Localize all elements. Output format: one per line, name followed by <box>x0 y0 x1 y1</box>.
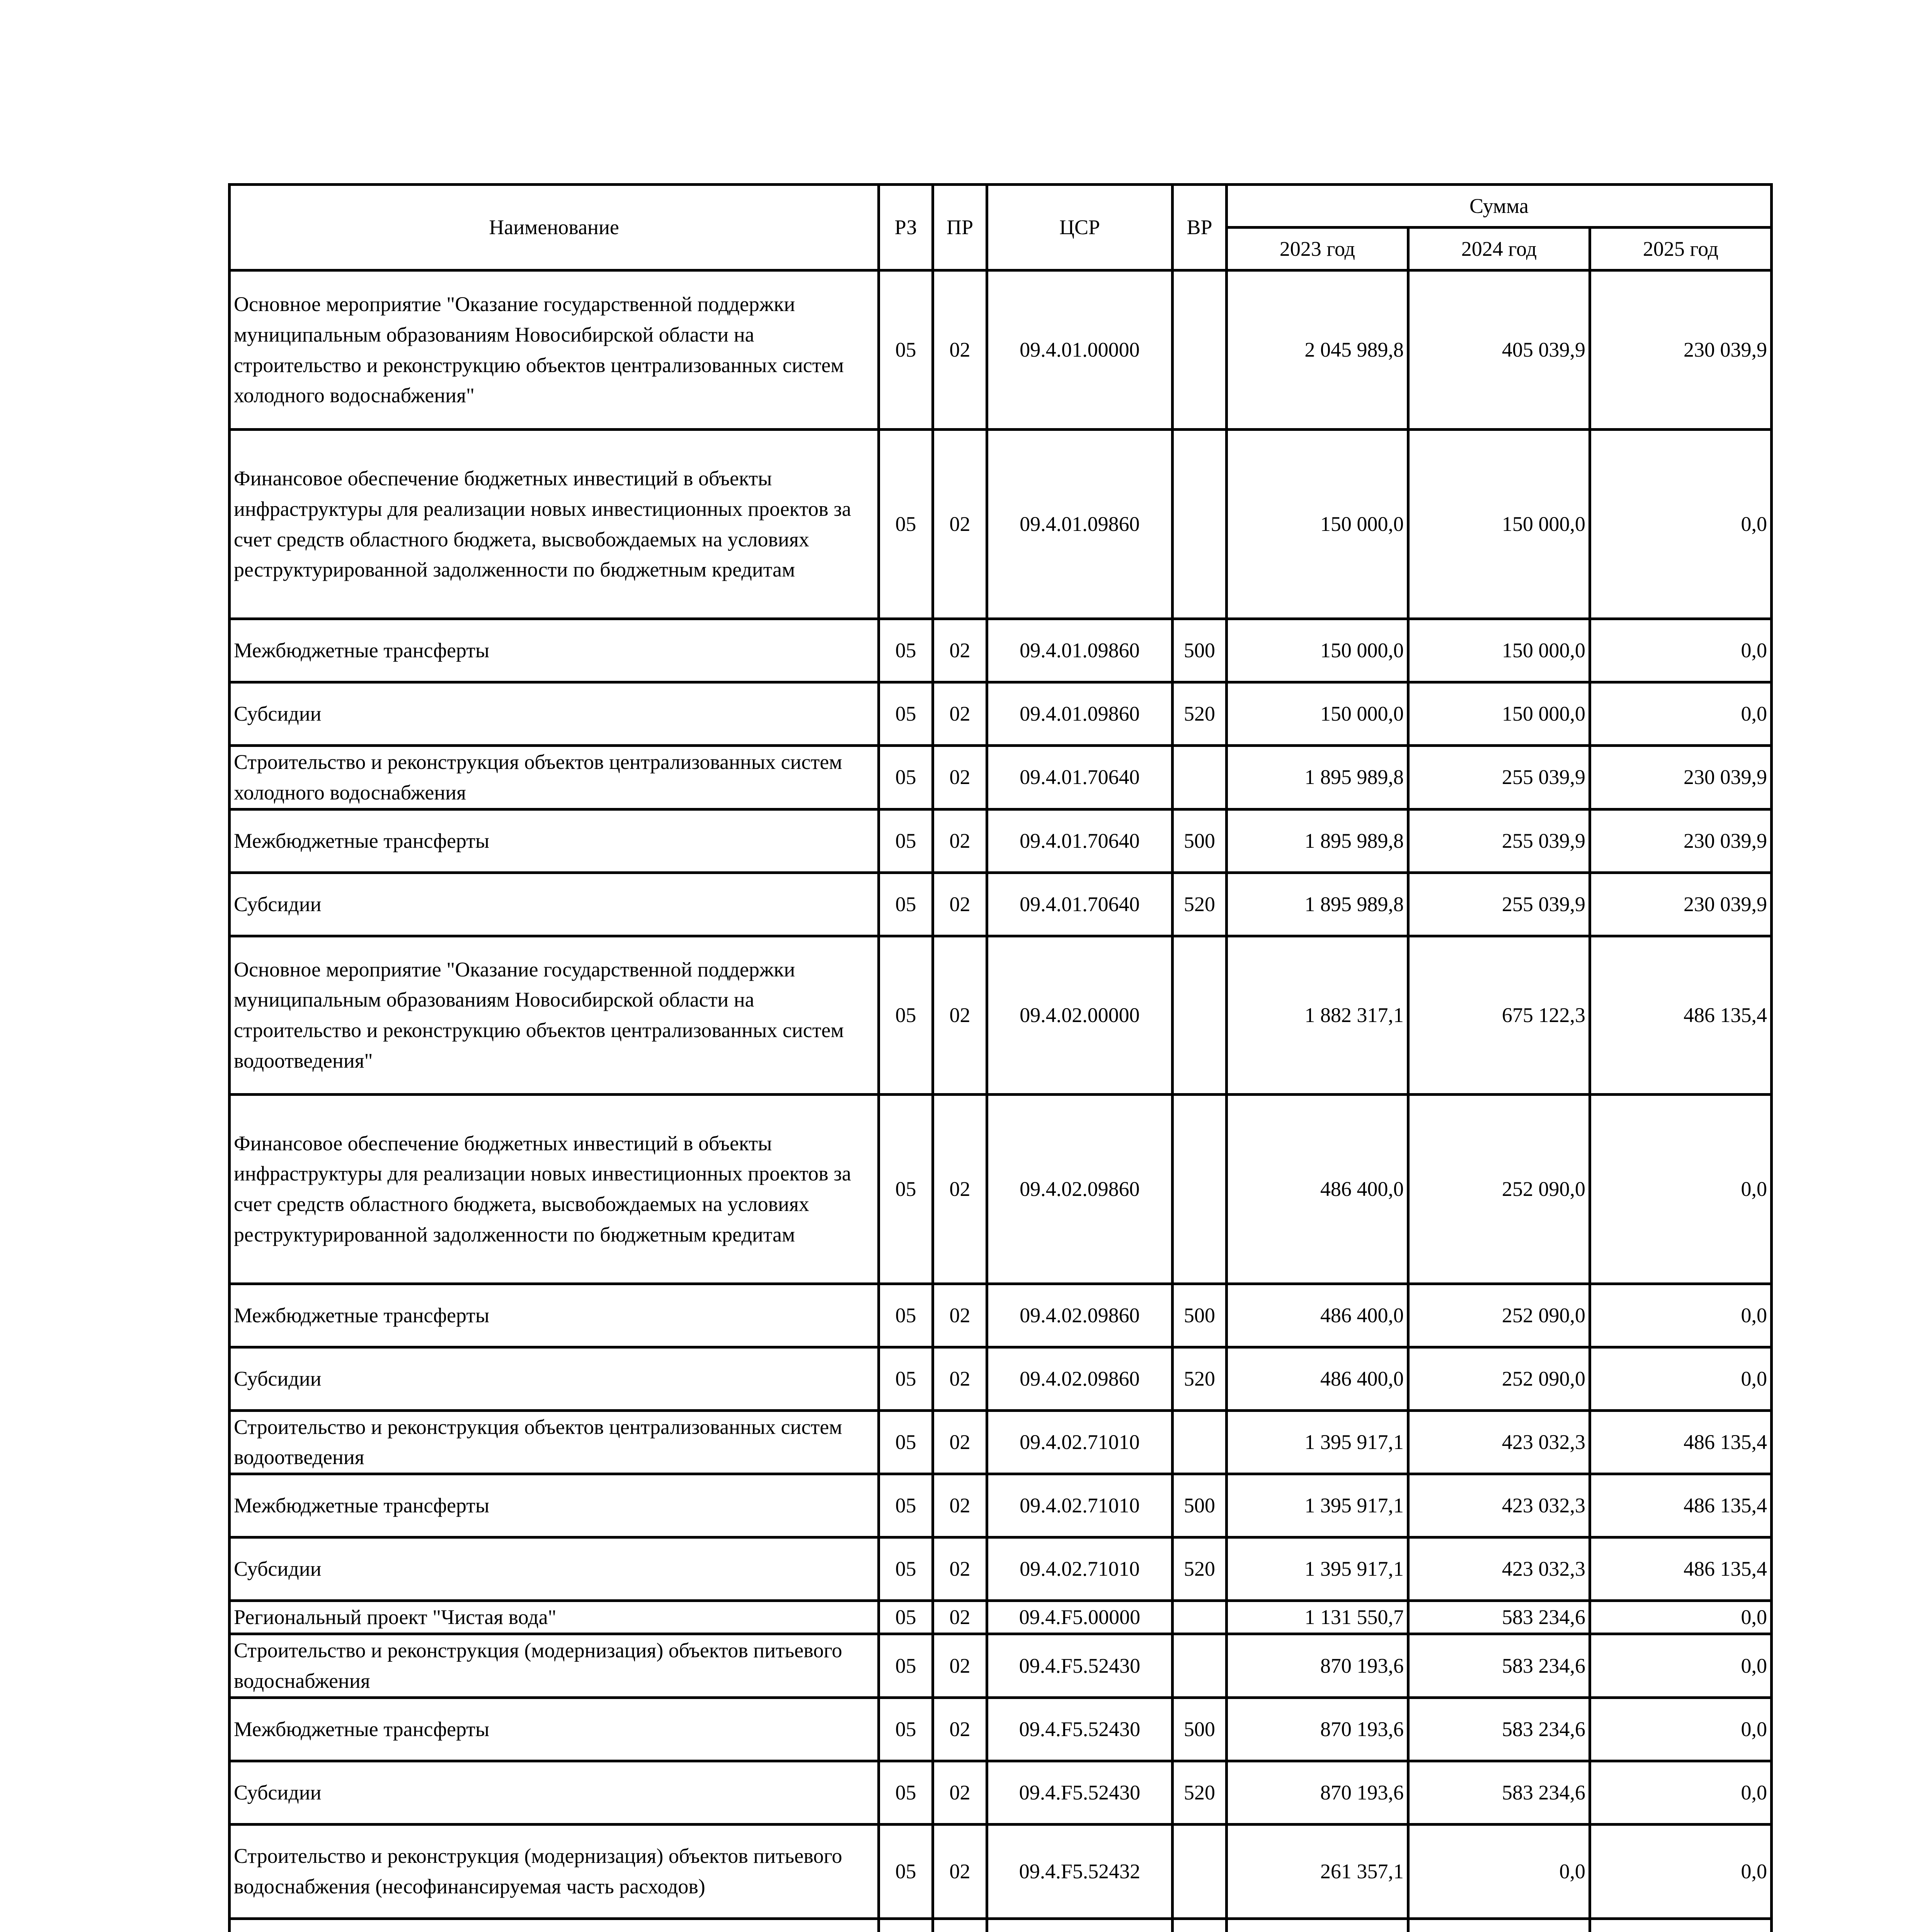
cell-pr: 02 <box>933 619 987 682</box>
cell-rz: 05 <box>879 1634 933 1698</box>
cell-csr: 09.4.01.00000 <box>987 270 1173 430</box>
cell-csr: 09.4.02.71010 <box>987 1410 1173 1474</box>
cell-2023: 2 045 989,8 <box>1227 270 1408 430</box>
cell-rz: 05 <box>879 1824 933 1918</box>
cell-csr: 09.4.F5.52432 <box>987 1824 1173 1918</box>
cell-2025: 0,0 <box>1590 1634 1772 1698</box>
cell-pr: 02 <box>933 1601 987 1634</box>
cell-csr: 09.4.02.00000 <box>987 936 1173 1094</box>
budget-table <box>228 183 1773 1932</box>
cell-name: Межбюджетные трансферты <box>230 1697 879 1761</box>
cell-name: Межбюджетные трансферты <box>230 809 879 872</box>
cell-2024: 0,0 <box>1408 1824 1590 1918</box>
cell-2025: 486 135,4 <box>1590 1537 1772 1601</box>
header-2024: 2024 год <box>1408 228 1590 270</box>
cell-2025: 0,0 <box>1590 1284 1772 1347</box>
cell-name: Межбюджетные трансферты <box>230 1284 879 1347</box>
cell-2024: 405 039,9 <box>1408 270 1590 430</box>
table-row <box>230 1537 1772 1601</box>
cell-2024: 252 090,0 <box>1408 1347 1590 1410</box>
cell-2023: 1 395 917,1 <box>1227 1474 1408 1537</box>
cell-rz: 05 <box>879 1284 933 1347</box>
cell-name: Межбюджетные трансферты <box>230 619 879 682</box>
cell-pr: 02 <box>933 430 987 619</box>
cell-2024: 150 000,0 <box>1408 619 1590 682</box>
cell-csr: 09.4.01.09860 <box>987 430 1173 619</box>
cell-name: Строительство и реконструкция (модернизация) объектов питьевого водоснабжения <box>230 1634 879 1698</box>
cell-csr: 09.4.02.71010 <box>987 1537 1173 1601</box>
cell-vr <box>1173 270 1227 430</box>
cell-csr: 09.4.01.70640 <box>987 746 1173 810</box>
cell-2023: 1 395 917,1 <box>1227 1410 1408 1474</box>
cell-name: Субсидии <box>230 682 879 746</box>
header-csr: ЦСР <box>987 185 1173 270</box>
header-vr: ВР <box>1173 185 1227 270</box>
cell-2023: 486 400,0 <box>1227 1094 1408 1284</box>
cell-2024: 255 039,9 <box>1408 872 1590 936</box>
budget-table-container <box>228 183 1770 1932</box>
cell-vr: 520 <box>1173 1537 1227 1601</box>
table-row <box>230 936 1772 1094</box>
cell-name: Субсидии <box>230 872 879 936</box>
cell-csr: 09.4.02.09860 <box>987 1284 1173 1347</box>
cell-pr: 02 <box>933 746 987 810</box>
cell-rz: 05 <box>879 1474 933 1537</box>
cell-2023: 1 882 317,1 <box>1227 936 1408 1094</box>
header-pr: ПР <box>933 185 987 270</box>
cell-2025: 0,0 <box>1590 1601 1772 1634</box>
cell-vr: 520 <box>1173 1761 1227 1824</box>
cell-2023: 486 400,0 <box>1227 1347 1408 1410</box>
cell-2024: 150 000,0 <box>1408 430 1590 619</box>
table-body <box>230 270 1772 1932</box>
cell-name: Основное мероприятие "Оказание государственной поддержки муниципальным образованиям Новосибирской области на строительство и реконструкцию объектов централизованных систем водоотведения" <box>230 936 879 1094</box>
cell-csr: 09.4.01.09860 <box>987 619 1173 682</box>
cell-vr: 500 <box>1173 809 1227 872</box>
cell-2025: 230 039,9 <box>1590 270 1772 430</box>
cell-csr: 09.4.01.70640 <box>987 872 1173 936</box>
cell-pr <box>933 1918 987 1932</box>
cell-2025 <box>1590 1918 1772 1932</box>
cell-pr: 02 <box>933 1474 987 1537</box>
cell-2025: 0,0 <box>1590 1094 1772 1284</box>
header-row <box>230 185 1772 228</box>
cell-2023: 150 000,0 <box>1227 430 1408 619</box>
table-row <box>230 1634 1772 1698</box>
cell-2024: 423 032,3 <box>1408 1474 1590 1537</box>
cell-name: Субсидии <box>230 1347 879 1410</box>
cell-pr: 02 <box>933 809 987 872</box>
cell-2023: 1 895 989,8 <box>1227 746 1408 810</box>
table-row <box>230 682 1772 746</box>
cell-rz: 05 <box>879 809 933 872</box>
cell-2024: 423 032,3 <box>1408 1537 1590 1601</box>
table-row <box>230 1918 1772 1932</box>
cell-2023: 261 357,1 <box>1227 1824 1408 1918</box>
cell-2023: 150 000,0 <box>1227 619 1408 682</box>
cell-vr: 500 <box>1173 619 1227 682</box>
cell-2023: 1 395 917,1 <box>1227 1537 1408 1601</box>
cell-vr <box>1173 1094 1227 1284</box>
cell-vr <box>1173 1824 1227 1918</box>
cell-csr: 09.4.F5.52430 <box>987 1634 1173 1698</box>
cell-rz: 05 <box>879 1094 933 1284</box>
cell-2024: 583 234,6 <box>1408 1601 1590 1634</box>
cell-2024: 252 090,0 <box>1408 1284 1590 1347</box>
cell-2025: 0,0 <box>1590 1697 1772 1761</box>
cell-2025: 230 039,9 <box>1590 746 1772 810</box>
table-row <box>230 809 1772 872</box>
cell-csr <box>987 1918 1173 1932</box>
cell-csr: 09.4.02.09860 <box>987 1347 1173 1410</box>
cell-2024: 255 039,9 <box>1408 746 1590 810</box>
cell-2025: 0,0 <box>1590 619 1772 682</box>
table-row <box>230 1284 1772 1347</box>
cell-pr: 02 <box>933 1410 987 1474</box>
cell-csr: 09.4.02.09860 <box>987 1094 1173 1284</box>
cell-csr: 09.4.F5.52430 <box>987 1697 1173 1761</box>
cell-vr: 500 <box>1173 1474 1227 1537</box>
header-name: Наименование <box>230 185 879 270</box>
cell-rz: 05 <box>879 1601 933 1634</box>
cell-2025: 230 039,9 <box>1590 872 1772 936</box>
cell-pr: 02 <box>933 936 987 1094</box>
table-row <box>230 872 1772 936</box>
cell-rz: 05 <box>879 1347 933 1410</box>
cell-csr: 09.4.02.71010 <box>987 1474 1173 1537</box>
cell-csr: 09.4.F5.52430 <box>987 1761 1173 1824</box>
cell-2025: 0,0 <box>1590 1761 1772 1824</box>
cell-2024: 252 090,0 <box>1408 1094 1590 1284</box>
table-row <box>230 619 1772 682</box>
cell-name: Строительство и реконструкция объектов централизованных систем холодного водоснабжения <box>230 746 879 810</box>
cell-name: Региональный проект "Чистая вода" <box>230 1601 879 1634</box>
cell-pr: 02 <box>933 270 987 430</box>
cell-2024: 583 234,6 <box>1408 1761 1590 1824</box>
table-row <box>230 1347 1772 1410</box>
cell-pr: 02 <box>933 1537 987 1601</box>
cell-2023 <box>1227 1918 1408 1932</box>
cell-pr: 02 <box>933 1094 987 1284</box>
cell-vr: 520 <box>1173 1347 1227 1410</box>
cell-2025: 0,0 <box>1590 430 1772 619</box>
cell-name: Строительство и реконструкция (модернизация) объектов питьевого водоснабжения (несофинансируемая часть расходов) <box>230 1824 879 1918</box>
cell-2023: 870 193,6 <box>1227 1761 1408 1824</box>
cell-2023: 870 193,6 <box>1227 1634 1408 1698</box>
cell-pr: 02 <box>933 1634 987 1698</box>
table-row <box>230 1474 1772 1537</box>
cell-2024: 675 122,3 <box>1408 936 1590 1094</box>
cell-2023: 150 000,0 <box>1227 682 1408 746</box>
header-sum: Сумма <box>1227 185 1772 228</box>
table-row <box>230 746 1772 810</box>
cell-pr: 02 <box>933 682 987 746</box>
cell-pr: 02 <box>933 1284 987 1347</box>
cell-rz: 05 <box>879 1537 933 1601</box>
cell-name: Основное мероприятие "Оказание государственной поддержки муниципальным образованиям Новосибирской области на строительство и реконструкцию объектов централизованных систем холодного водоснабжения" <box>230 270 879 430</box>
cell-vr: 520 <box>1173 872 1227 936</box>
cell-vr <box>1173 1601 1227 1634</box>
table-row <box>230 1601 1772 1634</box>
cell-vr <box>1173 1634 1227 1698</box>
cell-2023: 1 895 989,8 <box>1227 872 1408 936</box>
cell-2024: 583 234,6 <box>1408 1697 1590 1761</box>
cell-2023: 870 193,6 <box>1227 1697 1408 1761</box>
cell-2024: 423 032,3 <box>1408 1410 1590 1474</box>
cell-2023: 486 400,0 <box>1227 1284 1408 1347</box>
cell-2023: 1 131 550,7 <box>1227 1601 1408 1634</box>
header-rz: РЗ <box>879 185 933 270</box>
cell-2025: 0,0 <box>1590 682 1772 746</box>
cell-2025: 0,0 <box>1590 1824 1772 1918</box>
cell-pr: 02 <box>933 872 987 936</box>
cell-vr <box>1173 936 1227 1094</box>
cell-2024: 583 234,6 <box>1408 1634 1590 1698</box>
cell-vr: 500 <box>1173 1697 1227 1761</box>
cell-2024: 150 000,0 <box>1408 682 1590 746</box>
cell-name: Финансовое обеспечение бюджетных инвестиций в объекты инфраструктуры для реализации новых инвестиционных проектов за счет средств областного бюджета, высвобождаемых на условиях реструктурированной задолженности по бюджетным кредитам <box>230 1094 879 1284</box>
cell-csr: 09.4.F5.00000 <box>987 1601 1173 1634</box>
header-2023: 2023 год <box>1227 228 1408 270</box>
cell-name: Субсидии <box>230 1537 879 1601</box>
cell-2025: 230 039,9 <box>1590 809 1772 872</box>
cell-2025: 0,0 <box>1590 1347 1772 1410</box>
cell-csr: 09.4.01.70640 <box>987 809 1173 872</box>
table-row <box>230 1824 1772 1918</box>
header-2025: 2025 год <box>1590 228 1772 270</box>
table-row <box>230 1094 1772 1284</box>
cell-rz <box>879 1918 933 1932</box>
cell-rz: 05 <box>879 746 933 810</box>
table-row <box>230 430 1772 619</box>
table-row <box>230 1697 1772 1761</box>
table-row <box>230 270 1772 430</box>
cell-vr <box>1173 430 1227 619</box>
cell-pr: 02 <box>933 1761 987 1824</box>
cell-2025: 486 135,4 <box>1590 936 1772 1094</box>
cell-rz: 05 <box>879 1697 933 1761</box>
cell-rz: 05 <box>879 1410 933 1474</box>
cell-rz: 05 <box>879 1761 933 1824</box>
cell-name <box>230 1918 879 1932</box>
cell-pr: 02 <box>933 1824 987 1918</box>
table-row <box>230 1410 1772 1474</box>
cell-rz: 05 <box>879 430 933 619</box>
cell-name: Субсидии <box>230 1761 879 1824</box>
cell-vr: 500 <box>1173 1284 1227 1347</box>
cell-pr: 02 <box>933 1697 987 1761</box>
cell-vr <box>1173 746 1227 810</box>
cell-2025: 486 135,4 <box>1590 1474 1772 1537</box>
cell-vr <box>1173 1410 1227 1474</box>
cell-2024 <box>1408 1918 1590 1932</box>
cell-rz: 05 <box>879 619 933 682</box>
table-row <box>230 1761 1772 1824</box>
cell-2025: 486 135,4 <box>1590 1410 1772 1474</box>
cell-rz: 05 <box>879 936 933 1094</box>
cell-vr <box>1173 1918 1227 1932</box>
cell-rz: 05 <box>879 682 933 746</box>
cell-name: Строительство и реконструкция объектов централизованных систем водоотведения <box>230 1410 879 1474</box>
cell-csr: 09.4.01.09860 <box>987 682 1173 746</box>
cell-2023: 1 895 989,8 <box>1227 809 1408 872</box>
cell-rz: 05 <box>879 872 933 936</box>
cell-rz: 05 <box>879 270 933 430</box>
cell-pr: 02 <box>933 1347 987 1410</box>
cell-vr: 520 <box>1173 682 1227 746</box>
cell-name: Финансовое обеспечение бюджетных инвестиций в объекты инфраструктуры для реализации новых инвестиционных проектов за счет средств областного бюджета, высвобождаемых на условиях реструктурированной задолженности по бюджетным кредитам <box>230 430 879 619</box>
cell-2024: 255 039,9 <box>1408 809 1590 872</box>
cell-name: Межбюджетные трансферты <box>230 1474 879 1537</box>
